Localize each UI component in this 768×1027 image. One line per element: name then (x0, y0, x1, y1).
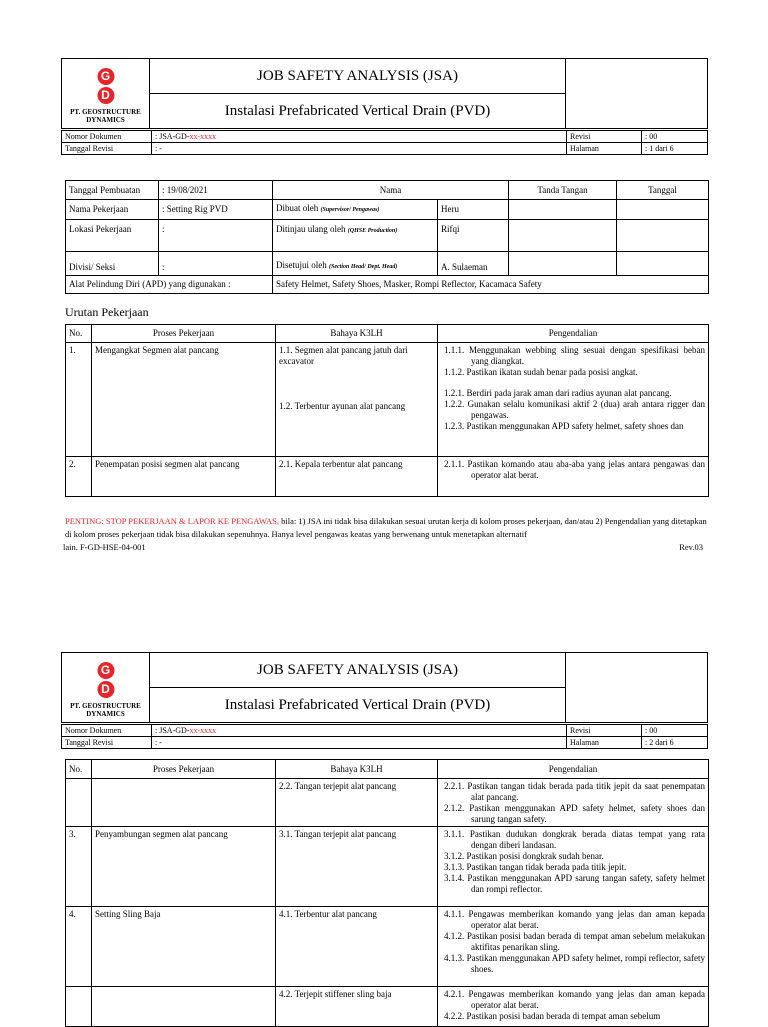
col-no-header: No. (66, 760, 92, 779)
row-no (66, 779, 92, 827)
control-item: 1.2.2. Gunakan selalu komunikasi aktif 2 (dua) arah antara rigger dan pengawas. (444, 399, 705, 420)
penting-warning: PENTING: STOP PEKERJAAN & LAPOR KE PENGAWAS, (65, 516, 279, 526)
nomor-placeholder: xx-xxxx (189, 132, 217, 141)
nomor-dokumen-label: Nomor Dokumen (62, 131, 152, 143)
disetujui-oleh-label: Disetujui oleh (276, 260, 327, 270)
lokasi-pekerjaan-value: : (159, 220, 273, 252)
control-item: 3.1.2. Pastikan posisi dongkrak sudah benar. (444, 851, 604, 861)
logo-g-icon: G (97, 68, 114, 85)
col-proses-header: Proses Pekerjaan (92, 760, 276, 779)
col-pengendalian-header: Pengendalian (438, 325, 709, 343)
control-item: 1.1.2. Pastikan ikatan sudah benar pada posisi angkat. (444, 367, 638, 377)
tanggal-pembuatan-value: : 19/08/2021 (159, 181, 273, 200)
nama-pekerjaan-label: Nama Pekerjaan (66, 200, 159, 220)
nomor-prefix: : JSA-GD- (155, 726, 190, 735)
dibuat-oleh-role: (Supervisor/ Pengawas) (320, 207, 380, 213)
row-proses: Penyambungan segmen alat pancang (92, 827, 276, 907)
divisi-label: Divisi/ Seksi (66, 252, 159, 276)
document-title: JOB SAFETY ANALYSIS (JSA) (150, 653, 566, 688)
row-bahaya: 2.2. Tangan terjepit alat pancang (276, 779, 438, 827)
control-item: 1.1.1. Menggunakan webbing sling sesuai dengan spesifikasi beban yang diangkat. (444, 345, 705, 366)
row-proses: Mengangkat Segmen alat pancang (92, 343, 276, 457)
col-bahaya-header: Bahaya K3LH (276, 325, 438, 343)
row-proses (92, 779, 276, 827)
control-item: 4.1.1. Pengawas memberikan komando yang jelas dan aman kepada operator alat berat. (444, 909, 705, 930)
control-item: 2.1.1. Pastikan komando atau aba-aba yang jelas antara pengawas dan operator alat berat. (444, 459, 705, 480)
tanggal-revisi-value: : - (152, 143, 567, 155)
control-item: 4.2.1. Pengawas memberikan komando yang jelas dan aman kepada operator alat berat. (444, 989, 705, 1010)
table-row (66, 779, 709, 827)
row-bahaya: 4.1. Terbentur alat pancang (276, 907, 438, 987)
control-item: 1.2.3. Pastikan menggunakan APD safety helmet, safety shoes dan (444, 421, 684, 431)
row-no: 3. (66, 827, 92, 907)
col-proses-header: Proses Pekerjaan (92, 325, 276, 343)
halaman-label: Halaman (567, 143, 642, 155)
ditinjau-oleh-name: Rifqi (438, 220, 509, 252)
row-pengendalian (438, 907, 709, 987)
nama-header: Nama (273, 181, 509, 200)
job-info-table (65, 180, 709, 294)
row-proses (92, 987, 276, 1027)
rev-code: Rev.03 (679, 542, 703, 552)
row-bahaya: 3.1. Tangan terjepit alat pancang (276, 827, 438, 907)
control-item: 1.2.1. Berdiri pada jarak aman dari radius ayunan alat pancang. (444, 388, 672, 398)
header-blank-cell (566, 653, 708, 723)
row-pengendalian (438, 987, 709, 1027)
company-logo (62, 653, 150, 723)
tanda-tangan-header: Tanda Tangan (509, 181, 617, 200)
nomor-dokumen-label: Nomor Dokumen (62, 725, 152, 737)
bahaya-item: 1.2. Terbentur ayunan alat pancang (279, 401, 406, 411)
revisi-label: Revisi (567, 725, 642, 737)
row-bahaya: 2.1. Kepala terbentur alat pancang (276, 457, 438, 497)
revisi-label: Revisi (567, 131, 642, 143)
control-item: 4.2.2. Pastikan posisi badan berada di tempat aman sebelum (444, 1011, 661, 1021)
row-no (66, 987, 92, 1027)
apd-value: Safety Helmet, Safety Shoes, Masker, Rompi Reflector, Kacamaca Safety (273, 276, 709, 294)
ditinjau-oleh-label: Ditinjau ulang oleh (276, 224, 346, 234)
ditinjau-oleh-cell (273, 220, 438, 252)
revisi-value: : 00 (642, 725, 708, 737)
col-bahaya-header: Bahaya K3LH (276, 760, 438, 779)
table-row (66, 343, 709, 457)
control-item: 4.1.3. Pastikan menggunakan APD safety helmet, rompi reflector, safety shoes. (444, 953, 705, 974)
disetujui-tanda-tangan (509, 252, 617, 276)
tanggal-pembuatan-label: Tanggal Pembuatan (66, 181, 159, 200)
ditinjau-tanda-tangan (509, 220, 617, 252)
table-row (66, 457, 709, 497)
ditinjau-tanggal (617, 220, 709, 252)
tanggal-revisi-value: : - (152, 737, 567, 749)
halaman-value: : 1 dari 6 (642, 143, 708, 155)
table-row (66, 827, 709, 907)
company-logo (62, 59, 150, 129)
disetujui-oleh-role: (Section Head/ Dept. Head) (329, 264, 398, 270)
penting-note (65, 515, 710, 541)
page1-jsa-table (65, 324, 709, 497)
dibuat-tanggal (617, 200, 709, 220)
row-bahaya (276, 343, 438, 457)
row-no: 1. (66, 343, 92, 457)
divisi-value: : (159, 252, 273, 276)
page2-docinfo-table (61, 724, 708, 749)
disetujui-tanggal (617, 252, 709, 276)
apd-label: Alat Pelindung Diri (APD) yang digunakan : (66, 276, 273, 294)
disetujui-oleh-name: A. Sulaeman (438, 252, 509, 276)
header-blank-cell (566, 59, 708, 129)
control-item: 3.1.1. Pastikan dudukan dongkrak berada diatas tempat yang rata dengan diberi landasan. (444, 829, 705, 850)
page1-docinfo-table (61, 130, 708, 155)
document-subtitle: Instalasi Prefabricated Vertical Drain (PVD) (150, 688, 566, 723)
ditinjau-oleh-role: (QHSE Production) (347, 228, 398, 234)
dibuat-oleh-label: Dibuat oleh (276, 203, 319, 213)
form-code: lain. F-GD-HSE-04-001 (63, 542, 146, 552)
tanggal-revisi-label: Tanggal Revisi (62, 143, 152, 155)
control-item: 3.1.4. Pastikan menggunakan APD sarung tangan safety, safety helmet dan rompi reflector. (444, 873, 705, 894)
nomor-dokumen-value (152, 131, 567, 143)
row-proses: Setting Sling Baja (92, 907, 276, 987)
table-row (66, 907, 709, 987)
halaman-label: Halaman (567, 737, 642, 749)
nomor-prefix: : JSA-GD- (155, 132, 190, 141)
row-pengendalian (438, 779, 709, 827)
row-pengendalian (438, 343, 709, 457)
row-no: 4. (66, 907, 92, 987)
row-no: 2. (66, 457, 92, 497)
document-subtitle: Instalasi Prefabricated Vertical Drain (PVD) (150, 94, 566, 129)
logo-d-icon: D (97, 87, 114, 104)
row-proses: Penempatan posisi segmen alat pancang (92, 457, 276, 497)
control-item: 2.2.1. Pastikan tangan tidak berada pada titik jepit da saat penempatan alat pancang. (444, 781, 705, 802)
dibuat-tanda-tangan (509, 200, 617, 220)
urutan-pekerjaan-title: Urutan Pekerjaan (65, 305, 149, 319)
tanggal-revisi-label: Tanggal Revisi (62, 737, 152, 749)
col-no-header: No. (66, 325, 92, 343)
logo-d-icon: D (97, 681, 114, 698)
dibuat-oleh-cell (273, 200, 438, 220)
company-name: PT. GEOSTRUCTURE DYNAMICS (70, 701, 141, 718)
control-item: 2.1.2. Pastikan menggunakan APD safety helmet, safety shoes dan sarung tangan safety. (444, 803, 705, 824)
lokasi-pekerjaan-label: Lokasi Pekerjaan (66, 220, 159, 252)
nama-pekerjaan-value: : Setting Rig PVD (159, 200, 273, 220)
tanggal-header: Tanggal (617, 181, 709, 200)
halaman-value: : 2 dari 6 (642, 737, 708, 749)
logo-g-icon: G (97, 662, 114, 679)
control-item: 4.1.2. Pastikan posisi badan berada di tempat aman sebelum melakukan aktifitas penarikan sling. (444, 931, 705, 952)
control-item: 3.1.3. Pastikan tangan tidak berada pada titik jepit. (444, 862, 627, 872)
page2-header-table (61, 652, 708, 723)
table-row (66, 987, 709, 1027)
row-pengendalian (438, 827, 709, 907)
page1-header-table (61, 58, 708, 129)
dibuat-oleh-name: Heru (438, 200, 509, 220)
page2-jsa-table (65, 759, 709, 1027)
nomor-placeholder: xx-xxxx (189, 726, 217, 735)
penting-text: bila: 1) JSA ini tidak bisa dilakukan sesuai urutan kerja di kolom proses pekerjaan, dan/atau 2) Pengendalian yang ditetapkan di kolom proses pekerjaan tidak bisa dilakukan sepenuhnya. Hanya level pengawas keatas yang berwenang untuk menetapkan alternatif (65, 516, 707, 539)
disetujui-oleh-cell (273, 252, 438, 276)
document-title: JOB SAFETY ANALYSIS (JSA) (150, 59, 566, 94)
col-pengendalian-header: Pengendalian (438, 760, 709, 779)
revisi-value: : 00 (642, 131, 708, 143)
bahaya-item: 1.1. Segmen alat pancang jatuh dari excavator (279, 345, 408, 366)
row-pengendalian (438, 457, 709, 497)
nomor-dokumen-value (152, 725, 567, 737)
company-name: PT. GEOSTRUCTURE DYNAMICS (70, 107, 141, 124)
row-bahaya: 4.2. Terjepit stiffener sling baja (276, 987, 438, 1027)
